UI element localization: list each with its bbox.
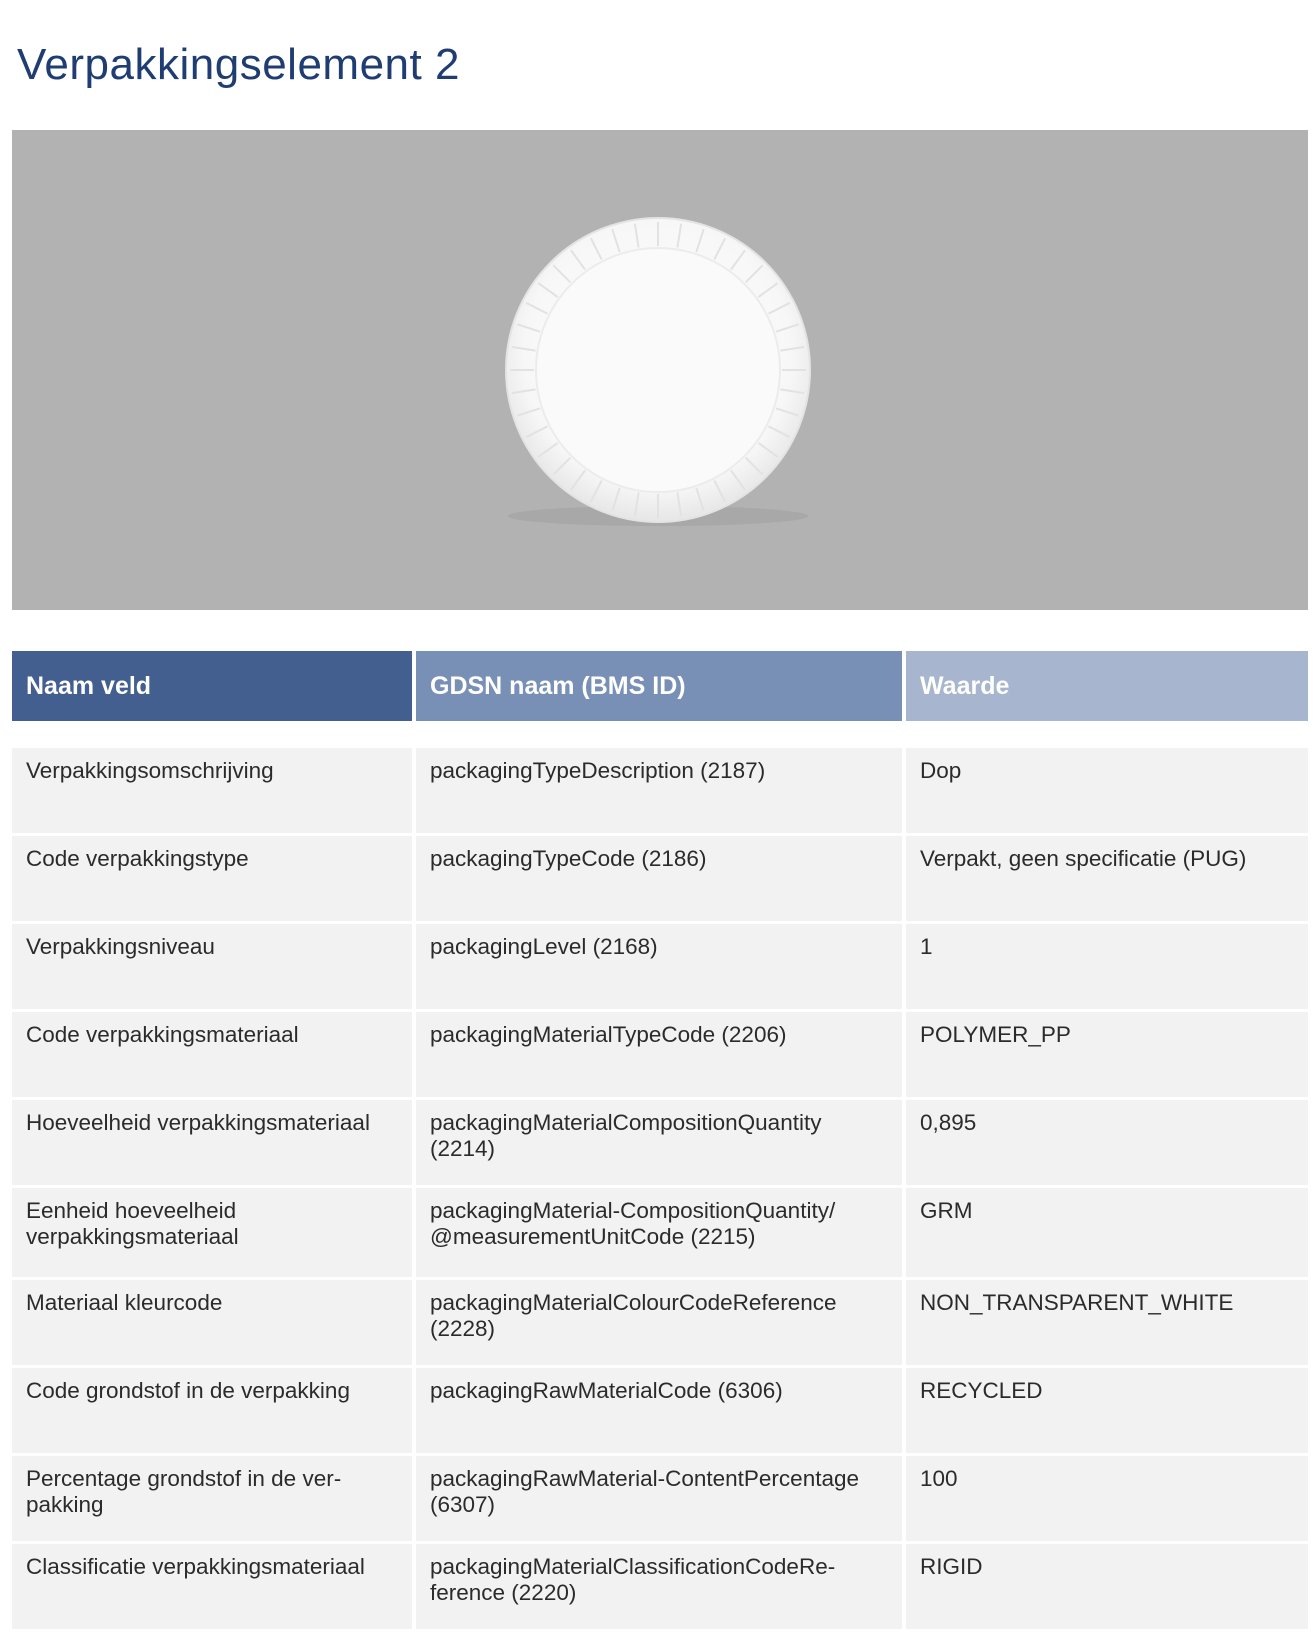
cell-gdsn-naam: packagingMaterial-CompositionQuantity/ @measurementUnitCode (2215) xyxy=(416,1188,906,1280)
cell-naam-veld: Code verpakkingsmateriaal xyxy=(12,1012,416,1100)
table-row xyxy=(12,1188,1308,1280)
cell-naam-veld: Classificatie verpakkingsmateriaal xyxy=(12,1544,416,1632)
cap-image xyxy=(12,130,1308,610)
cell-waarde: GRM xyxy=(906,1188,1308,1280)
header-naam-veld: Naam veld xyxy=(12,651,416,721)
cell-gdsn-naam: packagingTypeDescription (2187) xyxy=(416,748,906,836)
cell-gdsn-naam: packagingRawMaterialCode (6306) xyxy=(416,1368,906,1456)
table-header-row xyxy=(12,651,1308,721)
cell-naam-veld: Code verpakkingstype xyxy=(12,836,416,924)
cell-gdsn-naam: packagingMaterialCompositionQuantity (2214) xyxy=(416,1100,906,1188)
cell-naam-veld: Hoeveelheid verpakkingsmateriaal xyxy=(12,1100,416,1188)
cell-naam-veld: Verpakkingsniveau xyxy=(12,924,416,1012)
cell-gdsn-naam: packagingLevel (2168) xyxy=(416,924,906,1012)
cell-waarde: 1 xyxy=(906,924,1308,1012)
page-title: Verpakkingselement 2 xyxy=(17,40,460,89)
product-photo xyxy=(12,130,1308,610)
table-row xyxy=(12,836,1308,924)
cell-naam-veld: Eenheid hoeveelheid verpakkingsmateriaal xyxy=(12,1188,416,1280)
table-row xyxy=(12,748,1308,836)
cell-waarde: NON_TRANSPARENT_WHITE xyxy=(906,1280,1308,1368)
table-row xyxy=(12,924,1308,1012)
table-row xyxy=(12,1368,1308,1456)
cell-naam-veld: Materiaal kleurcode xyxy=(12,1280,416,1368)
header-gdsn-naam: GDSN naam (BMS ID) xyxy=(416,651,906,721)
cell-waarde: RECYCLED xyxy=(906,1368,1308,1456)
cell-gdsn-naam: packagingMaterialClassificationCodeRe-ference (2220) xyxy=(416,1544,906,1632)
table-row xyxy=(12,1012,1308,1100)
table-row xyxy=(12,1456,1308,1544)
cell-gdsn-naam: packagingMaterialColourCodeReference (2228) xyxy=(416,1280,906,1368)
table-row xyxy=(12,1100,1308,1188)
packaging-spec-table xyxy=(12,651,1308,1632)
table-row xyxy=(12,1280,1308,1368)
cell-waarde: Verpakt, geen specificatie (PUG) xyxy=(906,836,1308,924)
table-row xyxy=(12,1544,1308,1632)
cell-gdsn-naam: packagingMaterialTypeCode (2206) xyxy=(416,1012,906,1100)
cell-waarde: POLYMER_PP xyxy=(906,1012,1308,1100)
cell-waarde: RIGID xyxy=(906,1544,1308,1632)
cell-naam-veld: Code grondstof in de verpakking xyxy=(12,1368,416,1456)
cell-naam-veld: Verpakkingsomschrijving xyxy=(12,748,416,836)
cell-waarde: 100 xyxy=(906,1456,1308,1544)
cell-gdsn-naam: packagingTypeCode (2186) xyxy=(416,836,906,924)
cell-naam-veld: Percentage grondstof in de ver-pakking xyxy=(12,1456,416,1544)
cell-waarde: 0,895 xyxy=(906,1100,1308,1188)
cell-waarde: Dop xyxy=(906,748,1308,836)
cell-gdsn-naam: packagingRawMaterial-ContentPercentage (6307) xyxy=(416,1456,906,1544)
header-waarde: Waarde xyxy=(906,651,1308,721)
